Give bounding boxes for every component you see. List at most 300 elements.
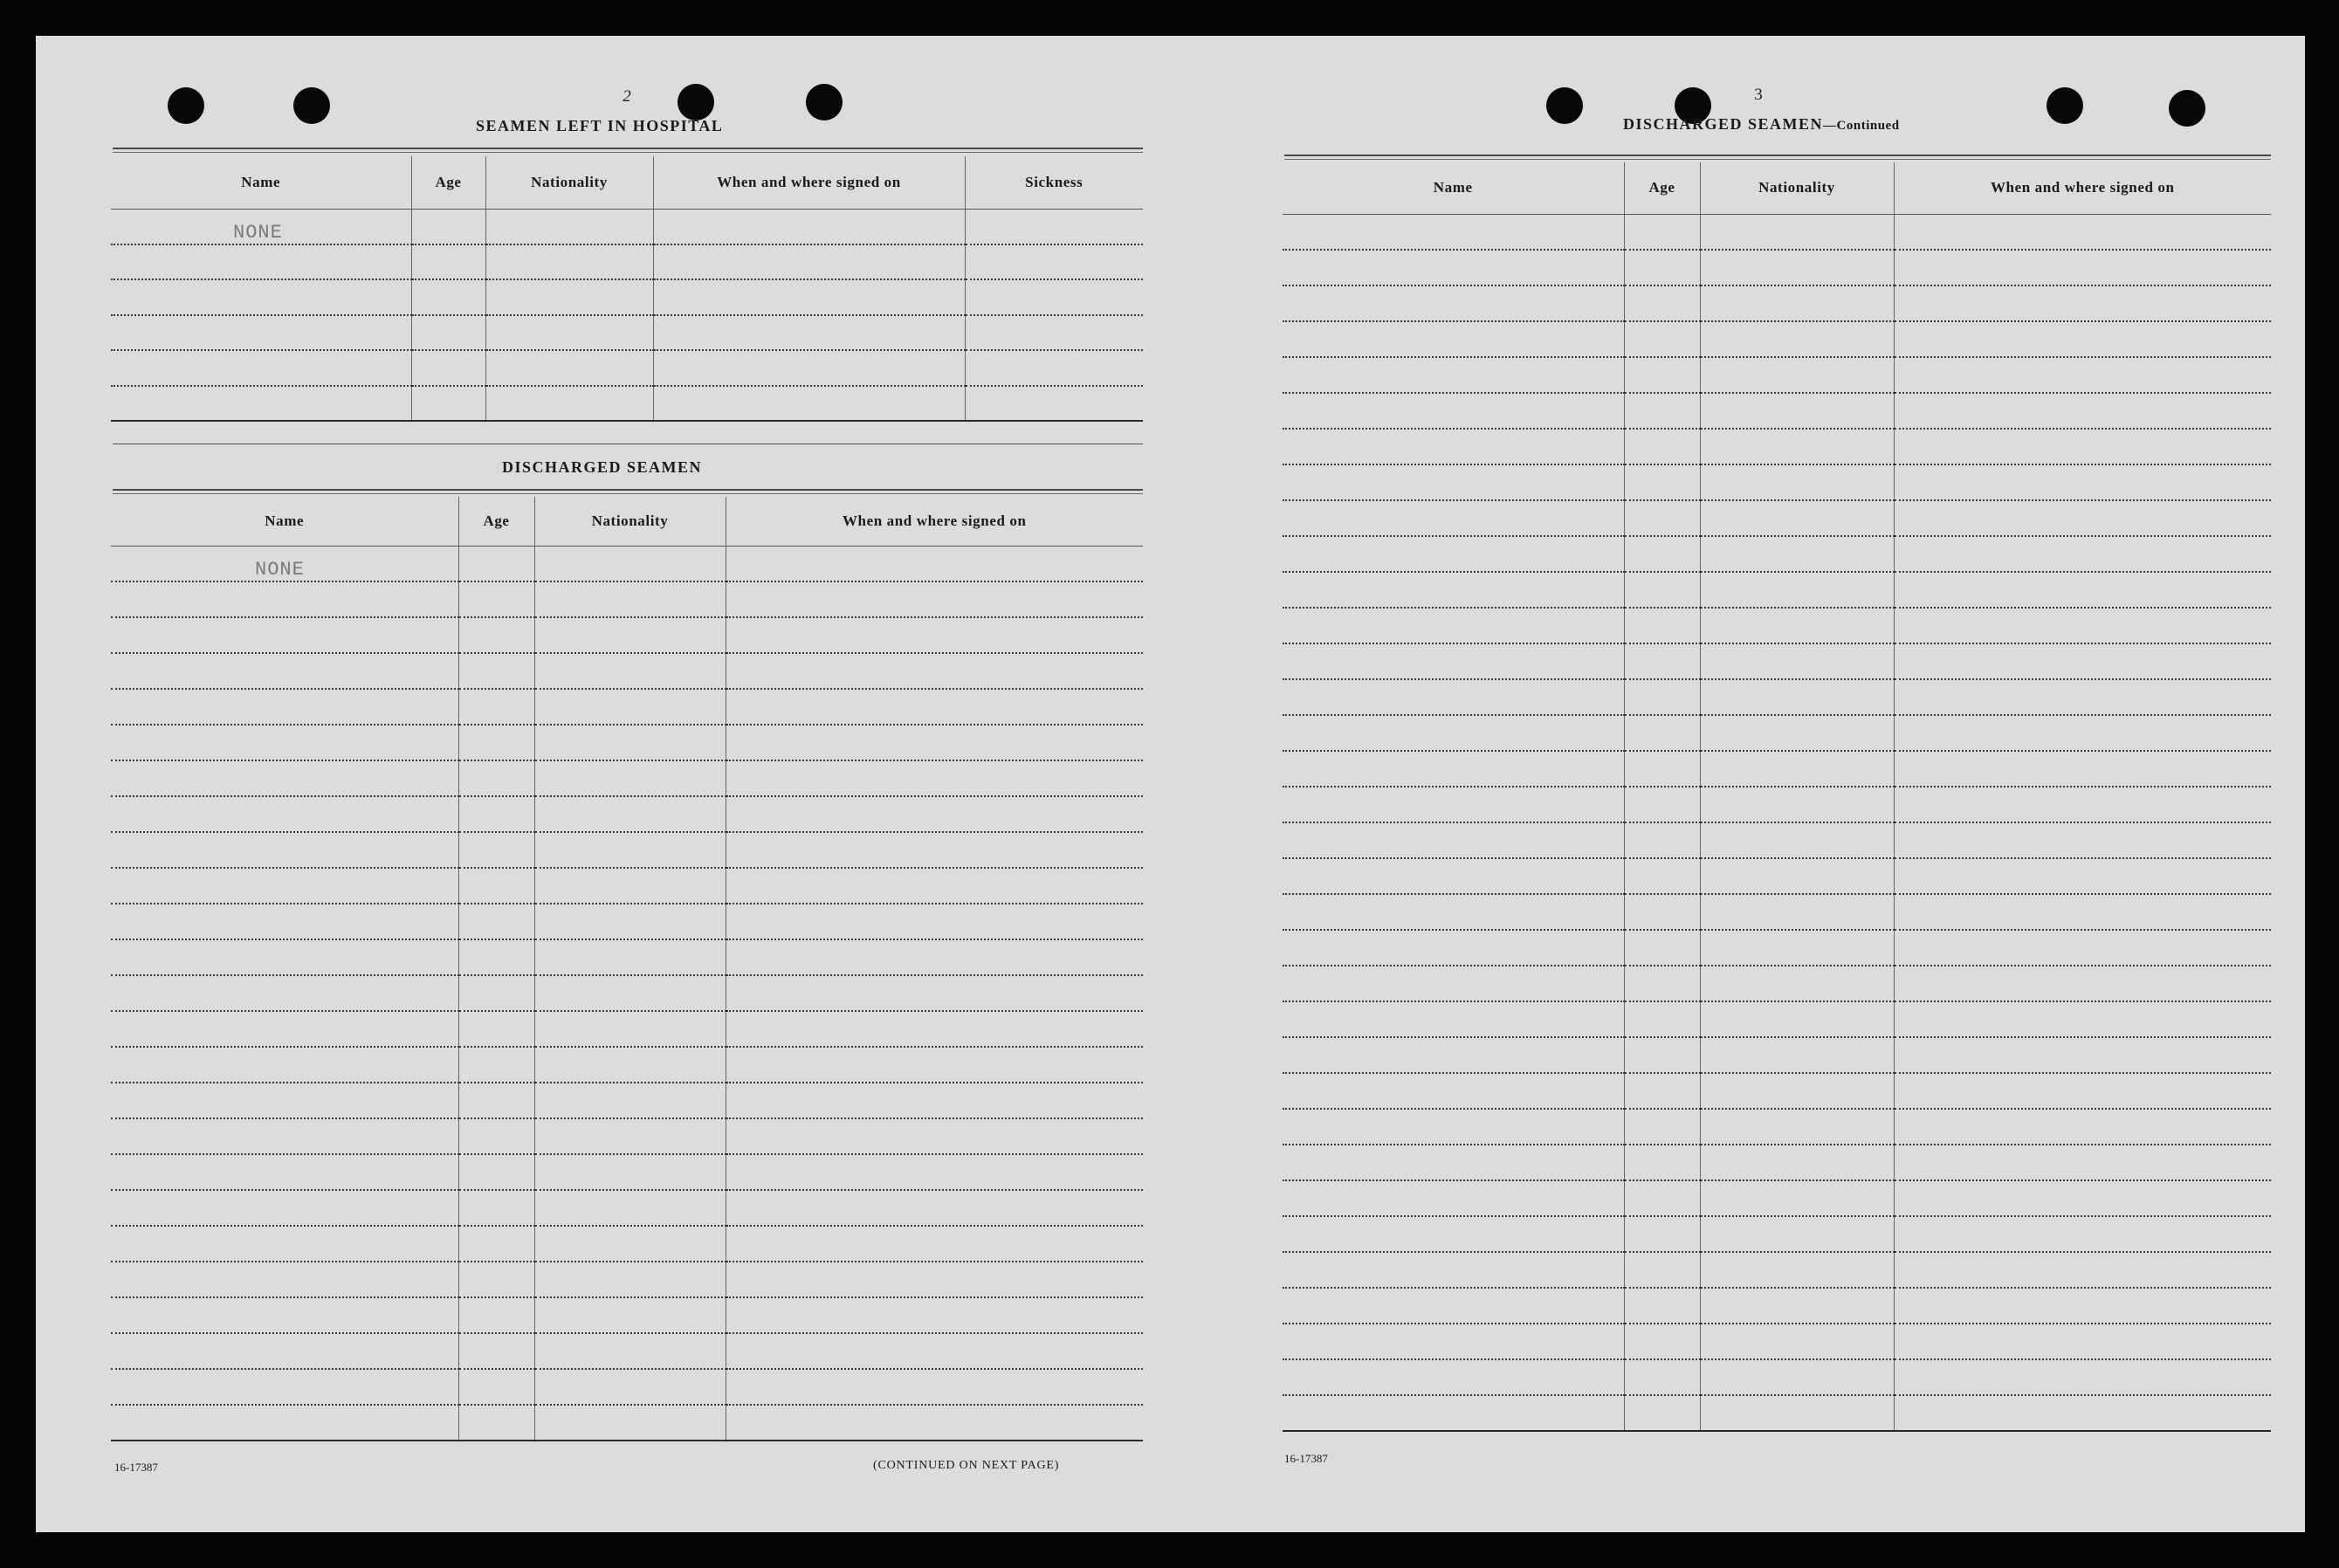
table-row	[1283, 500, 2271, 536]
cell-when-and-where-signed-on	[726, 796, 1143, 832]
cell-age	[458, 1118, 534, 1154]
table-row	[1283, 930, 2271, 966]
cell-nationality	[1700, 822, 1894, 858]
cell-when-and-where-signed-on	[1894, 608, 2271, 643]
table-row	[1283, 1288, 2271, 1324]
cell-age	[1624, 357, 1700, 393]
cell-age	[1624, 1252, 1700, 1288]
cell-age	[1624, 1109, 1700, 1145]
cell-age	[458, 653, 534, 689]
cell-when-and-where-signed-on	[1894, 250, 2271, 285]
cell-name	[111, 1154, 458, 1190]
cell-nationality	[1700, 787, 1894, 822]
left-page	[36, 36, 1171, 1532]
column-header-age: Age	[411, 156, 485, 209]
cell-when-and-where-signed-on	[1894, 787, 2271, 822]
cell-nationality	[534, 939, 726, 975]
cell-nationality	[1700, 1359, 1894, 1395]
column-header-when-and-where-signed-on: When and where signed on	[726, 497, 1143, 546]
cell-when-and-where-signed-on	[726, 1154, 1143, 1190]
cell-age	[411, 350, 485, 386]
table-row	[1283, 1001, 2271, 1037]
punch-hole	[806, 84, 843, 120]
cell-age	[1624, 1180, 1700, 1216]
column-header-name: Name	[1283, 162, 1624, 214]
cell-nationality	[1700, 679, 1894, 715]
cell-name	[111, 1118, 458, 1154]
cell-nationality	[1700, 393, 1894, 429]
table-row	[111, 546, 1143, 581]
cell-sickness	[965, 315, 1143, 351]
cell-when-and-where-signed-on	[726, 1369, 1143, 1405]
cell-age	[1624, 1324, 1700, 1359]
cell-age	[458, 760, 534, 796]
table-row	[1283, 214, 2271, 250]
cell-name	[111, 868, 458, 904]
cell-when-and-where-signed-on	[1894, 1252, 2271, 1288]
punch-hole	[168, 87, 204, 124]
cell-nationality	[534, 868, 726, 904]
column-header-nationality: Nationality	[534, 497, 726, 546]
cell-nationality	[1700, 357, 1894, 393]
cell-age	[458, 617, 534, 653]
cell-age	[458, 1226, 534, 1262]
cell-nationality	[1700, 429, 1894, 464]
cell-nationality	[485, 279, 653, 315]
cell-name	[111, 1369, 458, 1405]
cell-age	[1624, 464, 1700, 500]
table-row	[111, 1369, 1143, 1405]
cell-nationality	[1700, 1145, 1894, 1180]
cell-when-and-where-signed-on	[1894, 1359, 2271, 1395]
column-header-when-and-where-signed-on: When and where signed on	[1894, 162, 2271, 214]
cell-nationality	[485, 244, 653, 280]
table-row	[1283, 679, 2271, 715]
cell-when-and-where-signed-on	[1894, 464, 2271, 500]
cell-name	[111, 904, 458, 939]
cell-when-and-where-signed-on	[1894, 1073, 2271, 1109]
column-header-age: Age	[458, 497, 534, 546]
column-header-age: Age	[1624, 162, 1700, 214]
cell-name	[1283, 608, 1624, 643]
table-row	[111, 1262, 1143, 1297]
table-row	[111, 1297, 1143, 1333]
cell-when-and-where-signed-on	[1894, 1288, 2271, 1324]
cell-nationality	[485, 350, 653, 386]
header-rule	[1284, 155, 2271, 160]
cell-nationality	[1700, 572, 1894, 608]
cell-when-and-where-signed-on	[1894, 643, 2271, 679]
cell-nationality	[1700, 858, 1894, 894]
cell-name	[1283, 1145, 1624, 1180]
hospital-section-title: SEAMEN LEFT IN HOSPITAL	[476, 117, 724, 134]
cell-age	[1624, 1395, 1700, 1431]
cell-age	[458, 1333, 534, 1369]
cell-age	[411, 244, 485, 280]
cell-sickness	[965, 209, 1143, 244]
cell-nationality	[1700, 1324, 1894, 1359]
cell-when-and-where-signed-on	[1894, 1324, 2271, 1359]
cell-name	[1283, 357, 1624, 393]
cell-name	[111, 1297, 458, 1333]
cell-age	[1624, 1145, 1700, 1180]
cell-nationality	[534, 1226, 726, 1262]
table-row	[1283, 1324, 2271, 1359]
cell-age	[458, 1154, 534, 1190]
cell-when-and-where-signed-on	[1894, 1395, 2271, 1431]
cell-age	[1624, 1288, 1700, 1324]
cell-nationality	[1700, 643, 1894, 679]
cell-when-and-where-signed-on	[1894, 1109, 2271, 1145]
cell-when-and-where-signed-on	[1894, 1145, 2271, 1180]
cell-when-and-where-signed-on	[1894, 321, 2271, 357]
cell-when-and-where-signed-on	[726, 975, 1143, 1011]
cell-age	[411, 386, 485, 422]
cell-age	[1624, 250, 1700, 285]
cell-nationality	[1700, 1288, 1894, 1324]
cell-sickness	[965, 244, 1143, 280]
cell-nationality	[1700, 1001, 1894, 1037]
cell-when-and-where-signed-on	[726, 1226, 1143, 1262]
cell-name	[111, 1011, 458, 1047]
cell-name	[1283, 1109, 1624, 1145]
cell-nationality	[534, 1118, 726, 1154]
form-number: 16-17387	[1284, 1452, 1328, 1465]
cell-nationality	[1700, 966, 1894, 1001]
cell-when-and-where-signed-on	[1894, 285, 2271, 321]
cell-name	[111, 689, 458, 725]
cell-age	[1624, 1037, 1700, 1073]
cell-nationality	[1700, 1252, 1894, 1288]
cell-when-and-where-signed-on	[1894, 572, 2271, 608]
continued-note: (CONTINUED ON NEXT PAGE)	[873, 1459, 1060, 1472]
cell-nationality	[1700, 285, 1894, 321]
cell-age	[458, 1262, 534, 1297]
column-header-name: Name	[111, 497, 458, 546]
cell-name	[111, 1047, 458, 1083]
cell-nationality	[534, 546, 726, 581]
cell-when-and-where-signed-on	[1894, 679, 2271, 715]
cell-age	[1624, 214, 1700, 250]
cell-name	[1283, 285, 1624, 321]
cell-when-and-where-signed-on	[726, 904, 1143, 939]
cell-age	[458, 1190, 534, 1226]
table-row	[111, 279, 1143, 315]
cell-when-and-where-signed-on	[653, 209, 965, 244]
cell-name	[111, 1262, 458, 1297]
cell-when-and-where-signed-on	[1894, 715, 2271, 751]
cell-when-and-where-signed-on	[1894, 858, 2271, 894]
cell-name	[1283, 393, 1624, 429]
column-header-nationality: Nationality	[485, 156, 653, 209]
cell-name	[1283, 464, 1624, 500]
cell-name	[1283, 536, 1624, 572]
table-row	[1283, 1073, 2271, 1109]
cell-when-and-where-signed-on	[726, 617, 1143, 653]
table-row	[111, 653, 1143, 689]
cell-nationality	[534, 617, 726, 653]
table-row	[111, 1333, 1143, 1369]
continued-section-title: DISCHARGED SEAMEN—Continued	[1623, 115, 1900, 133]
table-row	[1283, 429, 2271, 464]
column-header-name: Name	[111, 156, 411, 209]
cell-name	[1283, 643, 1624, 679]
cell-name	[1283, 1288, 1624, 1324]
table-row	[1283, 393, 2271, 429]
table-row	[111, 209, 1143, 244]
cell-when-and-where-signed-on	[1894, 357, 2271, 393]
cell-name	[1283, 1359, 1624, 1395]
cell-age	[1624, 429, 1700, 464]
cell-when-and-where-signed-on	[726, 1262, 1143, 1297]
cell-when-and-where-signed-on	[726, 1118, 1143, 1154]
cell-name	[1283, 1001, 1624, 1037]
cell-sickness	[965, 350, 1143, 386]
cell-nationality	[1700, 1037, 1894, 1073]
table-row	[1283, 357, 2271, 393]
table-row	[1283, 1395, 2271, 1431]
table-row	[111, 760, 1143, 796]
cell-age	[458, 1047, 534, 1083]
punch-hole	[1546, 87, 1583, 124]
cell-nationality	[1700, 1109, 1894, 1145]
cell-nationality	[534, 1262, 726, 1297]
cell-age	[458, 1011, 534, 1047]
cell-name	[1283, 679, 1624, 715]
cell-age	[458, 689, 534, 725]
cell-name	[1283, 966, 1624, 1001]
cell-when-and-where-signed-on	[1894, 536, 2271, 572]
table-row	[111, 1118, 1143, 1154]
cell-when-and-where-signed-on	[1894, 393, 2271, 429]
table-row	[1283, 536, 2271, 572]
cell-age	[458, 868, 534, 904]
table-row	[111, 1405, 1143, 1441]
table-row	[1283, 966, 2271, 1001]
cell-age	[458, 725, 534, 760]
continued-table	[1283, 162, 2271, 1432]
cell-age	[1624, 1073, 1700, 1109]
table-row	[1283, 1252, 2271, 1288]
table-row	[111, 796, 1143, 832]
cell-name	[1283, 715, 1624, 751]
cell-nationality	[1700, 214, 1894, 250]
cell-age	[1624, 751, 1700, 787]
page-number: 3	[1754, 86, 1763, 104]
hospital-table	[111, 156, 1143, 422]
table-row	[1283, 715, 2271, 751]
cell-nationality	[534, 1047, 726, 1083]
table-row	[111, 1083, 1143, 1118]
cell-nationality	[1700, 608, 1894, 643]
column-header-sickness: Sickness	[965, 156, 1143, 209]
cell-when-and-where-signed-on	[726, 1083, 1143, 1118]
cell-name	[1283, 1180, 1624, 1216]
cell-name	[1283, 429, 1624, 464]
table-row	[1283, 822, 2271, 858]
cell-name: NONE	[111, 209, 411, 244]
cell-when-and-where-signed-on	[726, 939, 1143, 975]
cell-name	[111, 350, 411, 386]
cell-when-and-where-signed-on	[1894, 966, 2271, 1001]
cell-age	[458, 904, 534, 939]
cell-name	[1283, 751, 1624, 787]
cell-name	[1283, 1073, 1624, 1109]
table-row	[111, 1190, 1143, 1226]
cell-name	[1283, 1216, 1624, 1252]
cell-name	[1283, 250, 1624, 285]
cell-when-and-where-signed-on	[653, 350, 965, 386]
discharged-table	[111, 497, 1143, 1441]
cell-name	[1283, 894, 1624, 930]
cell-nationality	[534, 1011, 726, 1047]
table-row	[111, 868, 1143, 904]
cell-nationality	[534, 581, 726, 617]
cell-nationality	[1700, 894, 1894, 930]
cell-name	[111, 581, 458, 617]
cell-age	[458, 1369, 534, 1405]
cell-when-and-where-signed-on	[726, 581, 1143, 617]
cell-when-and-where-signed-on	[1894, 1037, 2271, 1073]
table-row	[1283, 1145, 2271, 1180]
table-row	[111, 581, 1143, 617]
cell-name	[111, 975, 458, 1011]
cell-nationality	[1700, 536, 1894, 572]
table-row	[1283, 1109, 2271, 1145]
cell-age	[1624, 572, 1700, 608]
cell-name	[111, 1405, 458, 1441]
cell-when-and-where-signed-on	[653, 315, 965, 351]
cell-nationality	[1700, 1073, 1894, 1109]
cell-when-and-where-signed-on	[1894, 894, 2271, 930]
cell-name	[111, 617, 458, 653]
cell-age	[411, 279, 485, 315]
page-number: 2	[623, 87, 631, 106]
punch-hole	[2047, 87, 2083, 124]
cell-nationality	[534, 1369, 726, 1405]
cell-nationality	[534, 904, 726, 939]
table-row	[1283, 858, 2271, 894]
cell-when-and-where-signed-on	[726, 868, 1143, 904]
cell-age	[1624, 787, 1700, 822]
cell-name	[1283, 858, 1624, 894]
cell-age	[458, 796, 534, 832]
table-row	[1283, 894, 2271, 930]
cell-age	[1624, 285, 1700, 321]
table-row	[1283, 1216, 2271, 1252]
cell-nationality	[534, 1333, 726, 1369]
cell-age	[1624, 1359, 1700, 1395]
cell-name	[111, 386, 411, 422]
cell-when-and-where-signed-on	[726, 1297, 1143, 1333]
cell-name	[111, 1226, 458, 1262]
cell-nationality	[534, 653, 726, 689]
cell-age	[458, 1297, 534, 1333]
table-row	[1283, 608, 2271, 643]
cell-when-and-where-signed-on	[726, 1011, 1143, 1047]
table-row	[111, 315, 1143, 351]
cell-nationality	[534, 1405, 726, 1441]
cell-when-and-where-signed-on	[726, 1333, 1143, 1369]
cell-name	[111, 939, 458, 975]
right-page	[1171, 36, 2305, 1532]
cell-name	[111, 796, 458, 832]
cell-nationality	[534, 1083, 726, 1118]
cell-nationality	[1700, 1180, 1894, 1216]
column-header-nationality: Nationality	[1700, 162, 1894, 214]
cell-when-and-where-signed-on	[653, 279, 965, 315]
table-row	[111, 1011, 1143, 1047]
cell-nationality	[534, 975, 726, 1011]
table-row	[1283, 1359, 2271, 1395]
cell-nationality	[1700, 751, 1894, 787]
cell-when-and-where-signed-on	[653, 244, 965, 280]
table-row	[111, 904, 1143, 939]
cell-when-and-where-signed-on	[1894, 429, 2271, 464]
table-row	[1283, 1180, 2271, 1216]
cell-when-and-where-signed-on	[726, 832, 1143, 868]
cell-age	[458, 1083, 534, 1118]
cell-name: NONE	[111, 546, 458, 581]
cell-name	[1283, 572, 1624, 608]
header-rule	[113, 148, 1143, 153]
punch-hole	[2169, 90, 2205, 127]
cell-name	[1283, 321, 1624, 357]
cell-nationality	[534, 1154, 726, 1190]
cell-age	[458, 581, 534, 617]
cell-sickness	[965, 279, 1143, 315]
cell-when-and-where-signed-on	[726, 653, 1143, 689]
cell-age	[1624, 894, 1700, 930]
table-row	[111, 939, 1143, 975]
cell-when-and-where-signed-on	[1894, 822, 2271, 858]
table-row	[111, 350, 1143, 386]
cell-when-and-where-signed-on	[726, 546, 1143, 581]
cell-when-and-where-signed-on	[726, 689, 1143, 725]
cell-name	[111, 653, 458, 689]
cell-when-and-where-signed-on	[1894, 1216, 2271, 1252]
cell-name	[1283, 930, 1624, 966]
cell-age	[458, 939, 534, 975]
cell-name	[1283, 822, 1624, 858]
cell-age	[1624, 500, 1700, 536]
cell-age	[1624, 1001, 1700, 1037]
cell-nationality	[485, 315, 653, 351]
table-row	[1283, 1037, 2271, 1073]
cell-when-and-where-signed-on	[726, 1405, 1143, 1441]
cell-when-and-where-signed-on	[653, 386, 965, 422]
cell-nationality	[1700, 1395, 1894, 1431]
table-row	[1283, 285, 2271, 321]
cell-name	[1283, 1037, 1624, 1073]
cell-when-and-where-signed-on	[726, 1190, 1143, 1226]
cell-name	[111, 315, 411, 351]
form-number: 16-17387	[114, 1461, 158, 1474]
cell-when-and-where-signed-on	[1894, 930, 2271, 966]
document-sheet	[36, 36, 2305, 1532]
cell-name	[1283, 500, 1624, 536]
cell-nationality	[485, 209, 653, 244]
table-row	[111, 386, 1143, 422]
cell-age	[458, 1405, 534, 1441]
cell-age	[1624, 608, 1700, 643]
table-row	[1283, 250, 2271, 285]
cell-nationality	[534, 760, 726, 796]
cell-name	[111, 1333, 458, 1369]
table-row	[111, 1154, 1143, 1190]
cell-when-and-where-signed-on	[1894, 214, 2271, 250]
cell-name	[111, 1190, 458, 1226]
